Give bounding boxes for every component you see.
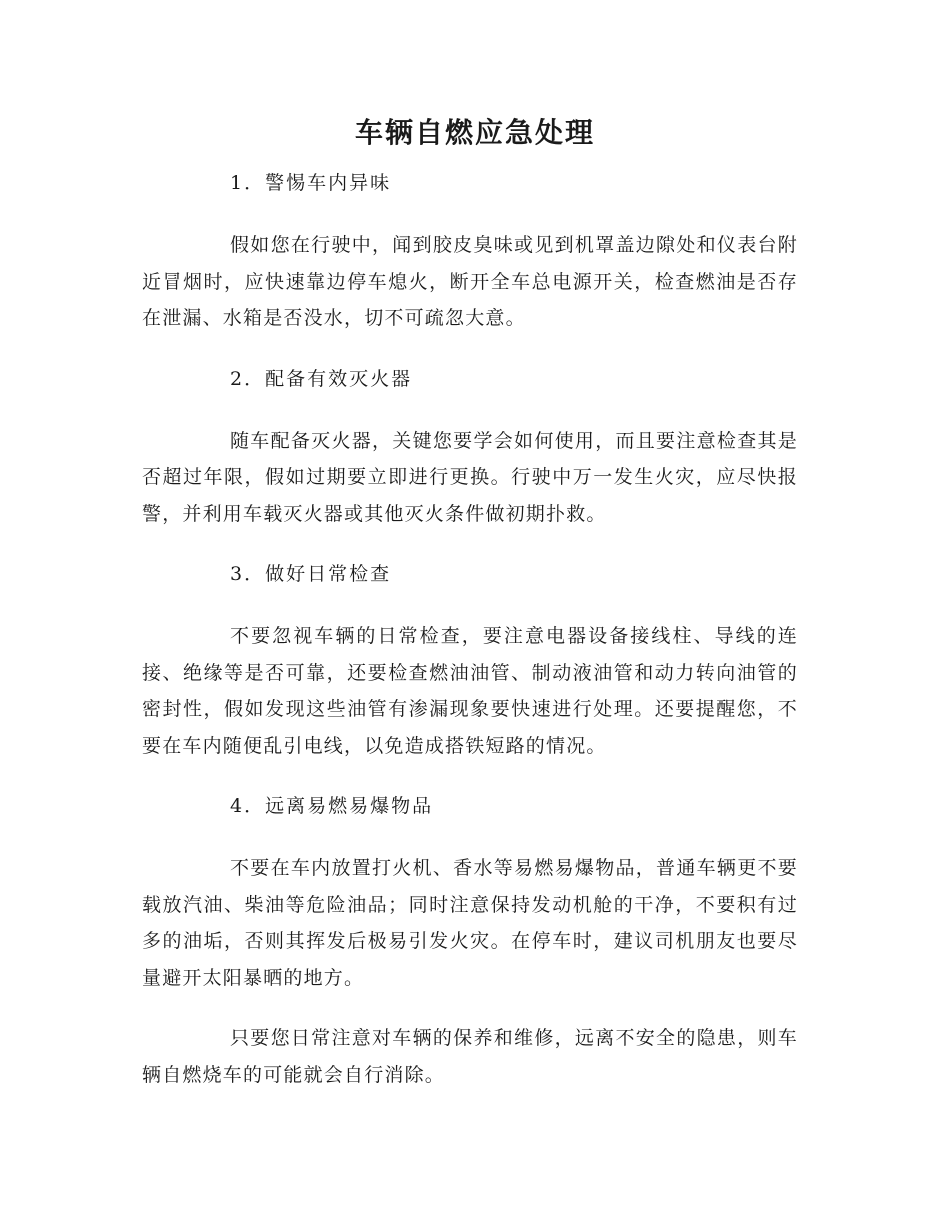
document-title: 车辆自燃应急处理 <box>354 116 595 149</box>
section-heading: 3．做好日常检查 <box>230 563 392 585</box>
section-heading: 2．配备有效灭火器 <box>230 367 413 390</box>
paragraph: 随车配备灭火器，关键您要学会如何使用，而且要注意检查其是否超过年限，假如过期要立即进行更换。行驶中万一发生火灾，应尽快报警，并利用车载灭火器或其他灭火条件做初期扑救。 <box>142 429 798 525</box>
paragraph: 假如您在行驶中，闻到胶皮臭味或见到机罩盖边隙处和仪表台附近冒烟时，应快速靠边停车熄火，断开全车总电源开关，检查燃油是否存在泄漏、水箱是否没水，切不可疏忽大意。 <box>142 234 798 329</box>
paragraph: 不要忽视车辆的日常检查，要注意电器设备接线柱、导线的连接、绝缘等是否可靠，还要检查燃油油管、制动液油管和动力转向油管的密封性，假如发现这些油管有渗漏现象要快速进行处理。还要提醒您，不要在车内随便乱引电线，以免造成搭铁短路的情况。 <box>142 625 798 757</box>
paragraph: 不要在车内放置打火机、香水等易燃易爆物品，普通车辆更不要载放汽油、柴油等危险油品；同时注意保持发动机舱的干净，不要积有过多的油垢，否则其挥发后极易引发火灾。在停车时，建议司机朋友也要尽量避开太阳暴晒的地方。 <box>142 857 798 989</box>
document-body <box>142 165 798 1117</box>
closing-paragraph: 只要您日常注意对车辆的保养和维修，远离不安全的隐患，则车辆自燃烧车的可能就会自行消除。 <box>142 1027 798 1086</box>
section-heading: 4．远离易燃易爆物品 <box>230 795 434 817</box>
section-3 <box>142 556 798 764</box>
section-2 <box>142 361 798 533</box>
section-4 <box>142 788 798 1093</box>
section-1 <box>142 165 798 337</box>
section-heading: 1．警惕车内异味 <box>230 172 392 194</box>
